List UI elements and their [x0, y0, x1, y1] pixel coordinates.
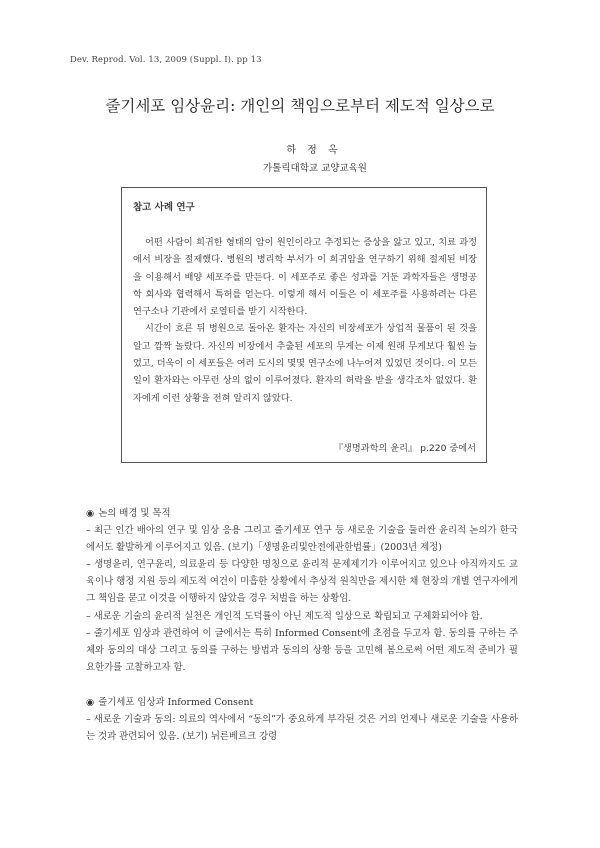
journal-citation: Dev. Reprod. Vol. 13, 2009 (Suppl. I). pp 13 — [70, 55, 262, 65]
section-informed-consent — [86, 694, 518, 745]
section-item: – 최근 인간 배아의 연구 및 임상 응용 그리고 줄기세포 연구 등 새로운 기술을 둘러싼 윤리적 논의가 한국에서도 활발하게 이루어지고 있음. (보기)「생명윤리및안전에관한법률」(2003년 제정) — [86, 525, 518, 554]
section-item: – 새로운 기술과 동의: 의료의 역사에서 “동의”가 중요하게 부각된 것은 거의 언제나 새로운 기술을 사용하는 것과 관련되어 있음. (보기) 뉘른베르크 강령 — [86, 714, 518, 743]
case-study-body — [133, 234, 477, 407]
fisheye-bullet-icon: ◉ — [86, 508, 95, 519]
case-study-heading: 참고 사례 연구 — [133, 202, 195, 213]
case-paragraph: 시간이 흐른 뒤 병원으로 돌아온 환자는 자신의 비장세포가 상업적 물품이 된 것을 알고 깜짝 놀랐다. 자신의 비장에서 추출된 세포의 무게는 이제 원래 무게보다 훨씬 늘었고, 더욱이 이 세포들은 여러 도시의 몇몇 연구소에 나누어져 있었던 것이다. 이 모든 일이 환자와는 아무런 상의 없이 이루어졌다. 환자의 허락을 받을 생각조차 없었다. 환자에게 이런 상황을 전혀 알리지 않았다. — [133, 323, 477, 404]
section-heading — [86, 694, 518, 711]
author-affiliation: 가톨릭대학교 교양교육원 — [263, 163, 367, 174]
section-heading-text: 줄기세포 임상과 Informed Consent — [98, 696, 254, 708]
section-item: – 줄기세포 임상과 관련하여 이 글에서는 특히 Informed Consent에 초점을 두고자 함. 동의를 구하는 주체와 동의의 대상 그리고 동의를 구하는 방법과 동의의 상황 등을 고민해 봄으로써 어떤 제도적 준비가 필요한가를 고찰하고자 함. — [86, 627, 518, 673]
section-spacer — [86, 676, 518, 694]
section-item: – 새로운 기술의 윤리적 실천은 개인적 도덕률이 아닌 제도적 일상으로 확립되고 구체화되어야 함. — [86, 610, 483, 622]
case-paragraph: 어떤 사람이 희귀한 형태의 암이 원인이라고 추정되는 증상을 앓고 있고, 치료 과정에서 비장을 절제했다. 병원의 병리학 부서가 이 희귀암을 연구하기 위해 절제된 비장을 이용해서 배양 세포주를 만든다. 이 세포주로 좋은 성과를 거둔 과학자들은 생명공학 회사와 협력해서 특허를 얻는다. 이렇게 해서 이들은 이 세포주를 사용하려는 다른 연구소나 기관에서 로열티를 받기 시작한다. — [133, 237, 477, 318]
paper-title: 줄기세포 임상윤리: 개인의 책임으로부터 제도적 일상으로 — [105, 97, 495, 115]
case-source-citation: 『생명과학의 윤리』 p.220 중에서 — [333, 443, 476, 454]
fisheye-bullet-icon: ◉ — [86, 696, 95, 708]
case-study-box — [121, 187, 487, 463]
section-item: – 생명윤리, 연구윤리, 의료윤리 등 다양한 명칭으로 윤리적 문제제기가 이루어지고 있으나 아직까지도 교육이나 행정 지원 등의 제도적 여건이 미흡한 상황에서 추상적 원칙만을 제시한 채 현장의 개별 연구자에게 그 책임을 묻고 이것을 이행하지 않았을 경우 처벌을 하는 상황임. — [86, 559, 518, 605]
section-heading — [86, 505, 518, 522]
section-heading-text: 논의 배경 및 목적 — [98, 508, 171, 519]
author-name: 하 정 옥 — [286, 145, 342, 156]
section-background — [86, 505, 518, 676]
body-sections — [86, 505, 518, 745]
